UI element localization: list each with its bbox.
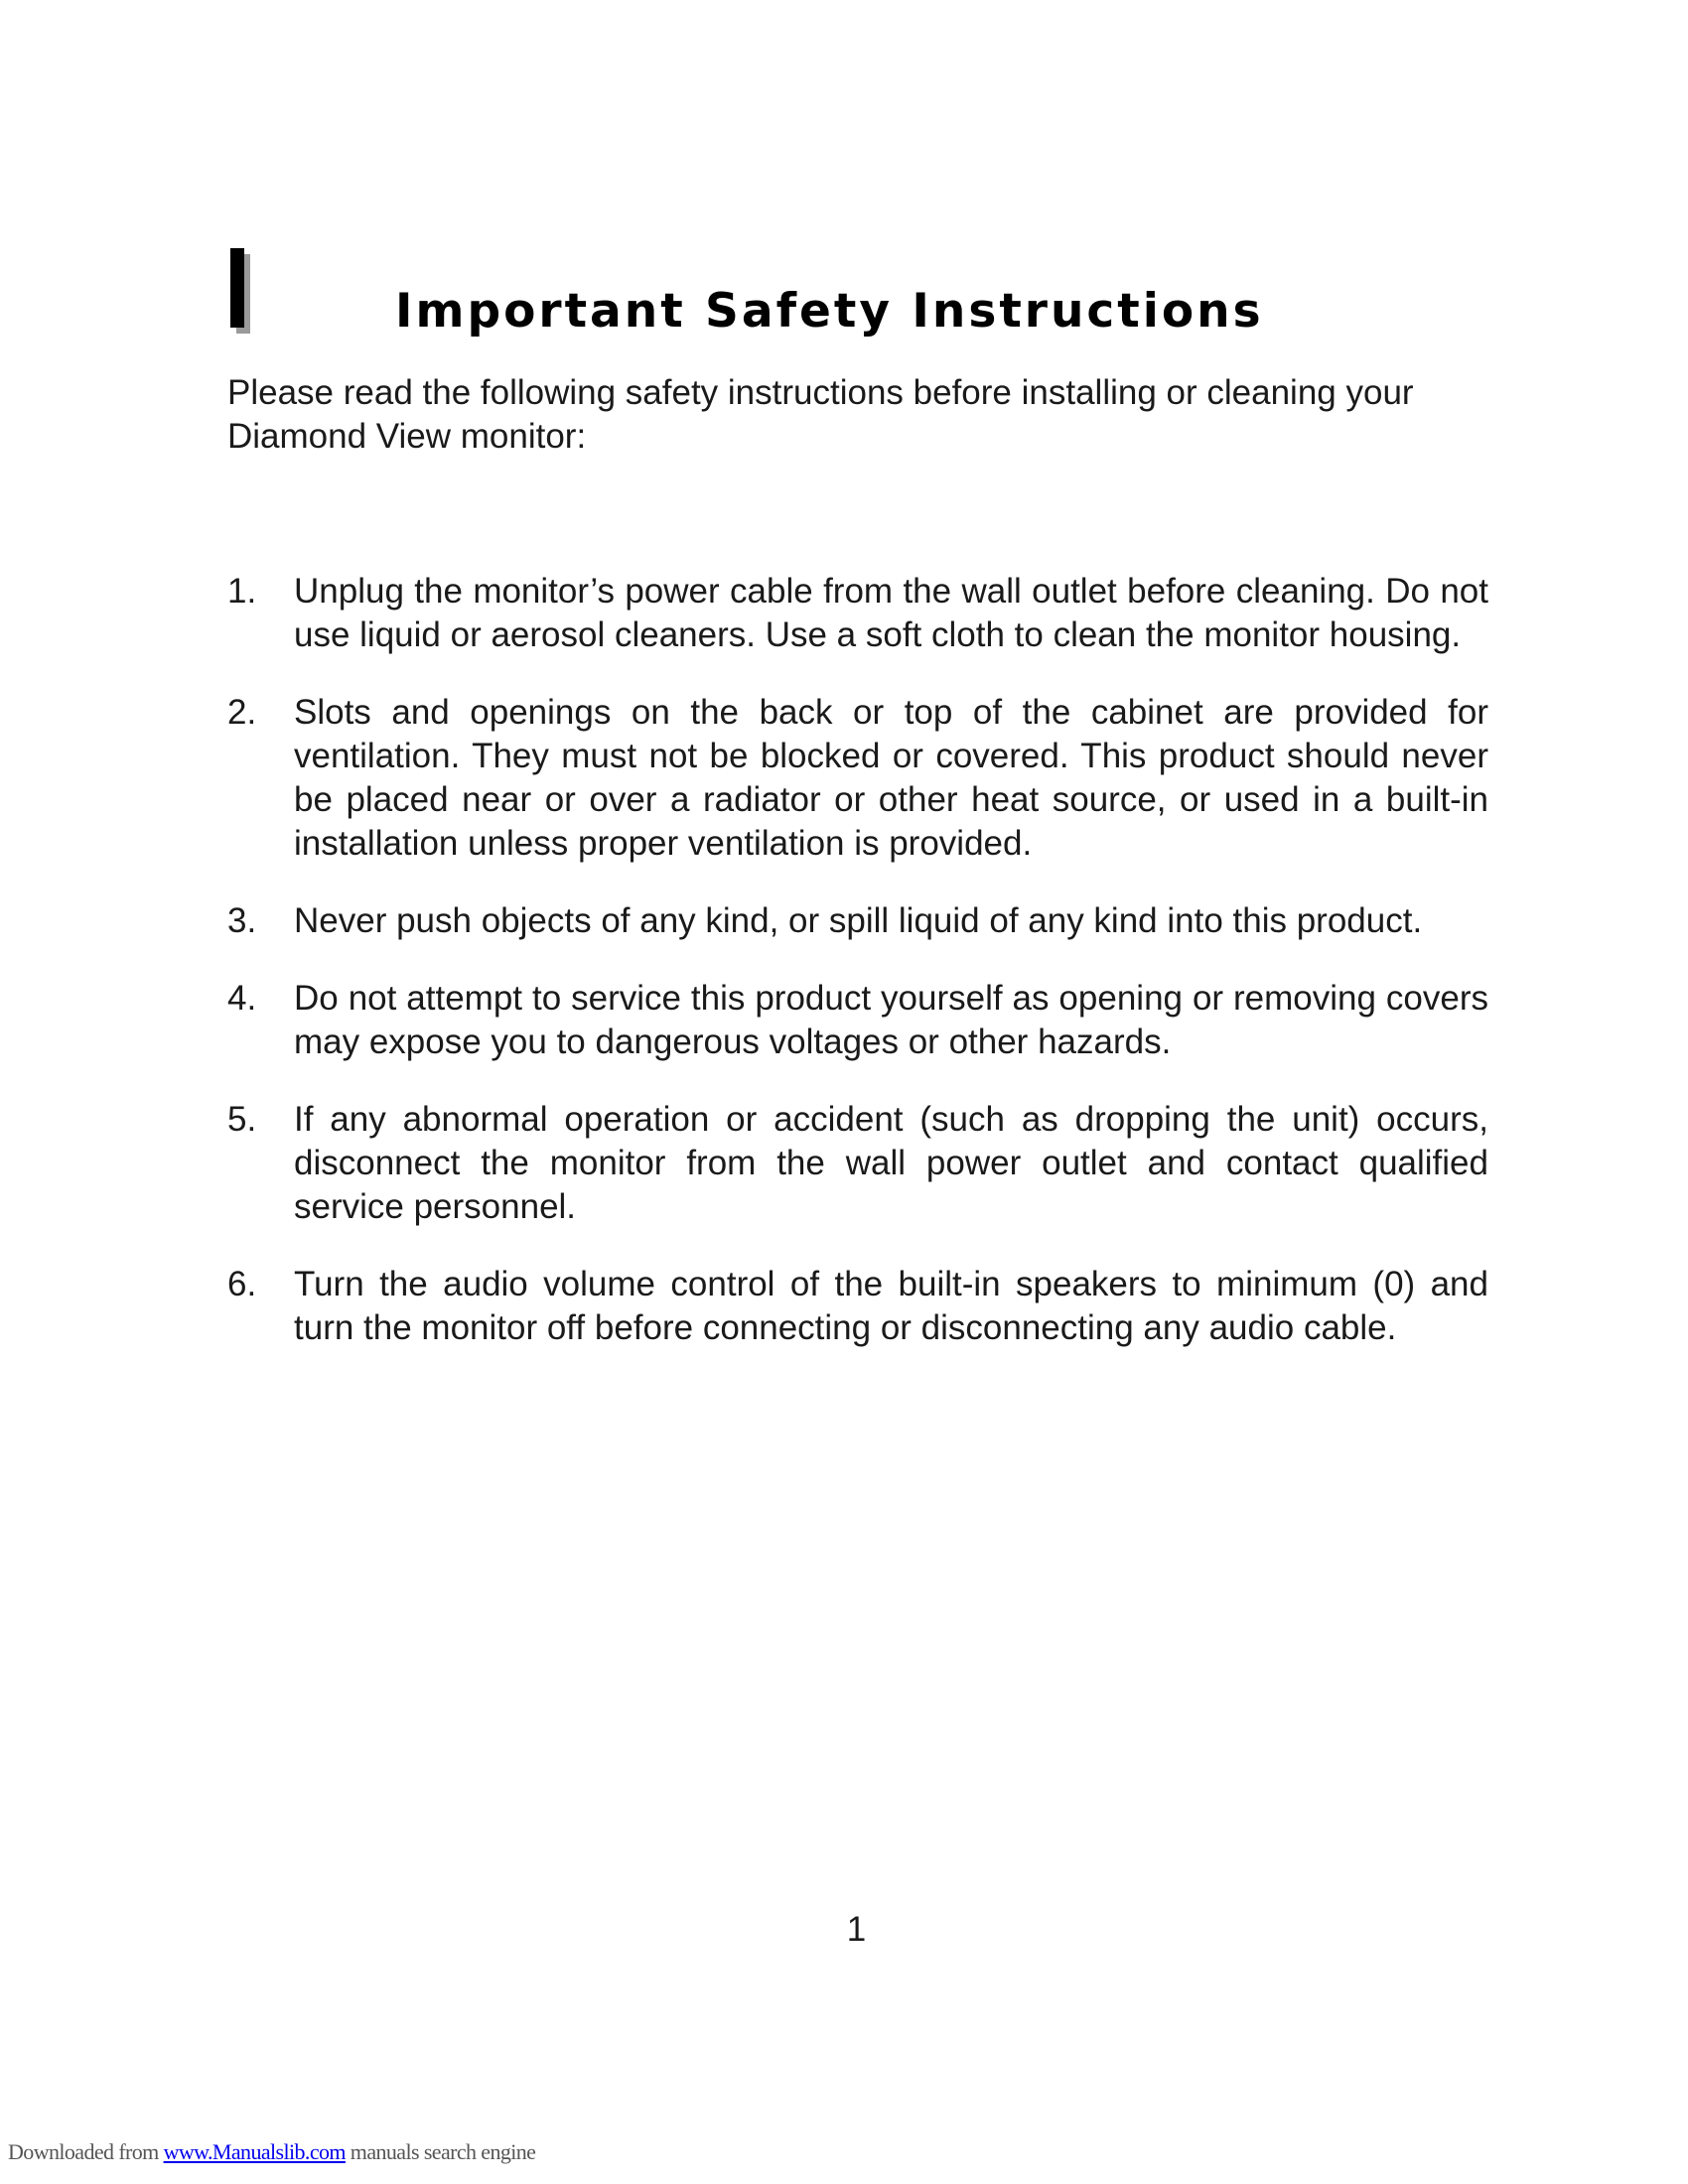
- instruction-list: [227, 570, 1488, 1384]
- list-item: [227, 691, 1488, 866]
- download-footer: [8, 2138, 535, 2166]
- item-number: 2.: [227, 693, 257, 732]
- item-number: 6.: [227, 1265, 257, 1303]
- item-text: Unplug the monitor’s power cable from the wall outlet before cleaning. Do not use liquid or aerosol cleaners. Use a soft cloth to clean the monitor housing.: [294, 572, 1488, 654]
- footer-prefix: Downloaded from: [8, 2139, 164, 2164]
- page-number: 1: [846, 1910, 867, 1949]
- manualslib-link[interactable]: www.Manualslib.com: [163, 2139, 346, 2164]
- list-item: [227, 899, 1488, 943]
- chapter-marker: [230, 248, 248, 332]
- list-item: [227, 1098, 1488, 1229]
- item-text: Slots and openings on the back or top of the cabinet are provided for ventilation. They must not be blocked or covered. This product should never be placed near or over a radiator or other heat source, or used in a built-in installation unless proper ventilation is provided.: [294, 693, 1488, 863]
- page-title: Important Safety Instructions: [395, 284, 1264, 339]
- item-text: If any abnormal operation or accident (such as dropping the unit) occurs, disconnect the monitor from the wall power outlet and contact qualified service personnel.: [294, 1100, 1488, 1226]
- footer-suffix: manuals search engine: [345, 2139, 536, 2164]
- item-number: 3.: [227, 901, 257, 940]
- list-item: [227, 570, 1488, 657]
- intro-paragraph: Please read the following safety instructions before installing or cleaning your Diamond View monitor:: [227, 373, 1414, 456]
- item-number: 5.: [227, 1100, 257, 1139]
- list-item: [227, 1263, 1488, 1350]
- list-item: [227, 977, 1488, 1064]
- item-number: 4.: [227, 979, 257, 1018]
- chapter-marker-bar: [230, 248, 244, 328]
- item-number: 1.: [227, 572, 257, 611]
- item-text: Never push objects of any kind, or spill liquid of any kind into this product.: [294, 901, 1423, 940]
- item-text: Turn the audio volume control of the built-in speakers to minimum (0) and turn the monitor off before connecting or disconnecting any audio cable.: [294, 1265, 1488, 1347]
- item-text: Do not attempt to service this product yourself as opening or removing covers may expose you to dangerous voltages or other hazards.: [294, 979, 1488, 1061]
